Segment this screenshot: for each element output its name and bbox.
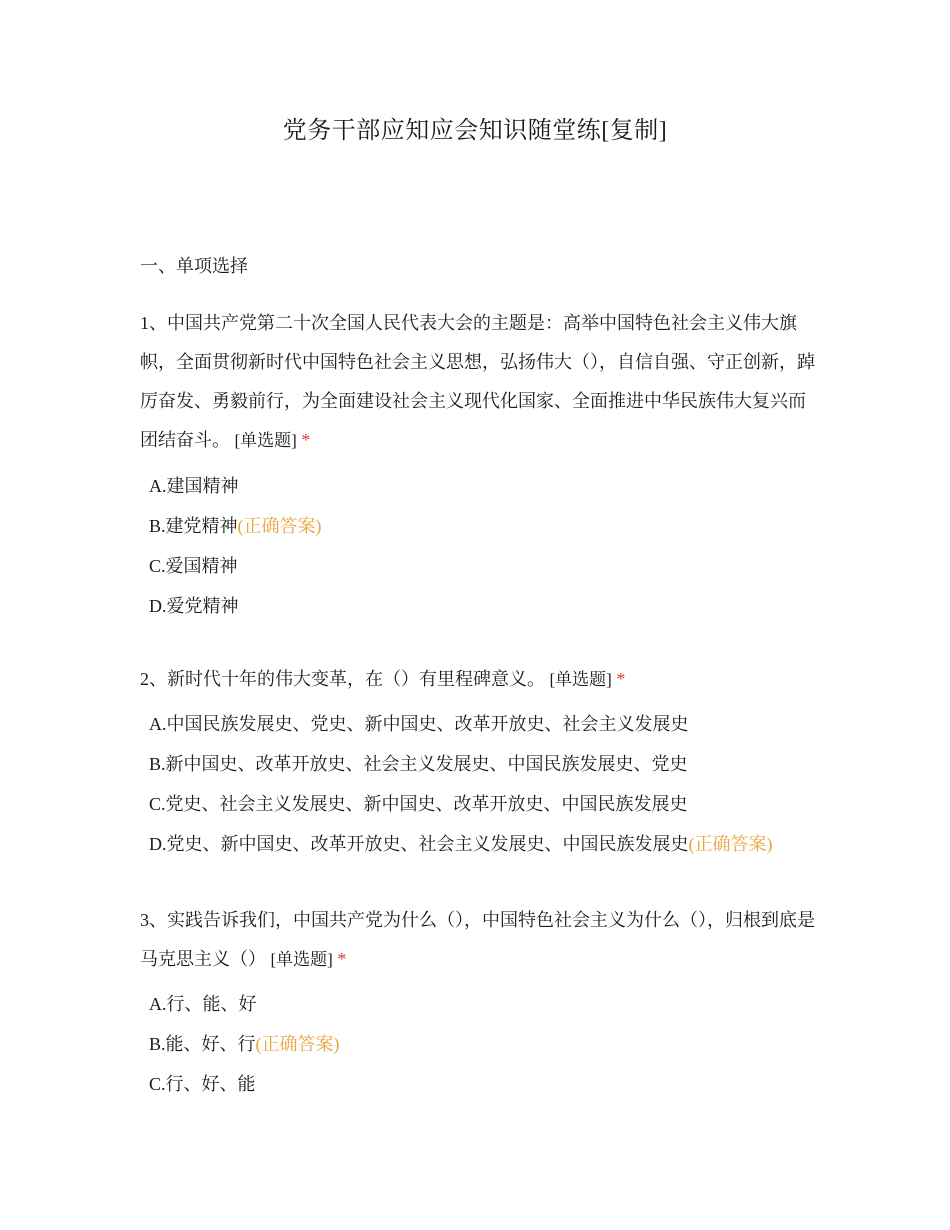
option-c[interactable] bbox=[140, 546, 820, 586]
question-stem bbox=[140, 304, 820, 460]
option-list bbox=[140, 984, 820, 1104]
option-list bbox=[140, 466, 820, 626]
option-text: B.能、好、行 bbox=[149, 1034, 256, 1054]
option-list bbox=[140, 704, 820, 864]
option-b[interactable] bbox=[140, 506, 820, 546]
option-text: C.党史、社会主义发展史、新中国史、改革开放史、中国民族发展史 bbox=[149, 794, 688, 814]
correct-answer-label: (正确答案) bbox=[255, 1034, 340, 1054]
option-text: A.建国精神 bbox=[149, 476, 239, 496]
question-stem bbox=[140, 901, 820, 979]
option-text: D.党史、新中国史、改革开放史、社会主义发展史、中国民族发展史 bbox=[149, 834, 689, 854]
option-c[interactable] bbox=[140, 784, 820, 824]
question-text: 1、中国共产党第二十次全国人民代表大会的主题是：高举中国特色社会主义伟大旗帜，全面贯彻新时代中国特色社会主义思想，弘扬伟大（），自信自强、守正创新，踔厉奋发、勇毅前行，为全面建设社会主义现代化国家、全面推进中华民族伟大复兴而团结奋斗。 bbox=[140, 313, 815, 450]
required-mark: * bbox=[301, 430, 311, 450]
correct-answer-label: (正确答案) bbox=[688, 834, 773, 854]
option-a[interactable] bbox=[140, 984, 820, 1024]
question-stem bbox=[140, 660, 820, 699]
question-type: [单选题] bbox=[270, 950, 333, 969]
question-type: [单选题] bbox=[549, 670, 612, 689]
section-heading: 一、单项选择 bbox=[140, 256, 248, 276]
option-text: C.爱国精神 bbox=[149, 556, 238, 576]
question-3 bbox=[140, 901, 820, 1104]
option-text: B.新中国史、改革开放史、社会主义发展史、中国民族发展史、党史 bbox=[149, 754, 688, 774]
option-text: C.行、好、能 bbox=[149, 1074, 256, 1094]
question-type: [单选题] bbox=[234, 431, 297, 450]
question-text: 2、新时代十年的伟大变革，在（）有里程碑意义。 bbox=[140, 669, 545, 689]
option-a[interactable] bbox=[140, 704, 820, 744]
required-mark: * bbox=[337, 949, 347, 969]
option-a[interactable] bbox=[140, 466, 820, 506]
option-d[interactable] bbox=[140, 586, 820, 626]
option-c[interactable] bbox=[140, 1064, 820, 1104]
option-text: A.中国民族发展史、党史、新中国史、改革开放史、社会主义发展史 bbox=[149, 714, 689, 734]
option-text: B.建党精神 bbox=[149, 516, 238, 536]
question-1 bbox=[140, 304, 820, 626]
page-title: 党务干部应知应会知识随堂练[复制] bbox=[282, 118, 668, 144]
question-text: 3、实践告诉我们，中国共产党为什么（），中国特色社会主义为什么（），归根到底是马克思主义（） bbox=[140, 910, 815, 969]
correct-answer-label: (正确答案) bbox=[237, 516, 322, 536]
option-text: D.爱党精神 bbox=[149, 596, 239, 616]
option-text: A.行、能、好 bbox=[149, 994, 257, 1014]
option-b[interactable] bbox=[140, 1024, 820, 1064]
question-2 bbox=[140, 660, 820, 864]
required-mark: * bbox=[616, 669, 626, 689]
option-d[interactable] bbox=[140, 824, 820, 864]
option-b[interactable] bbox=[140, 744, 820, 784]
